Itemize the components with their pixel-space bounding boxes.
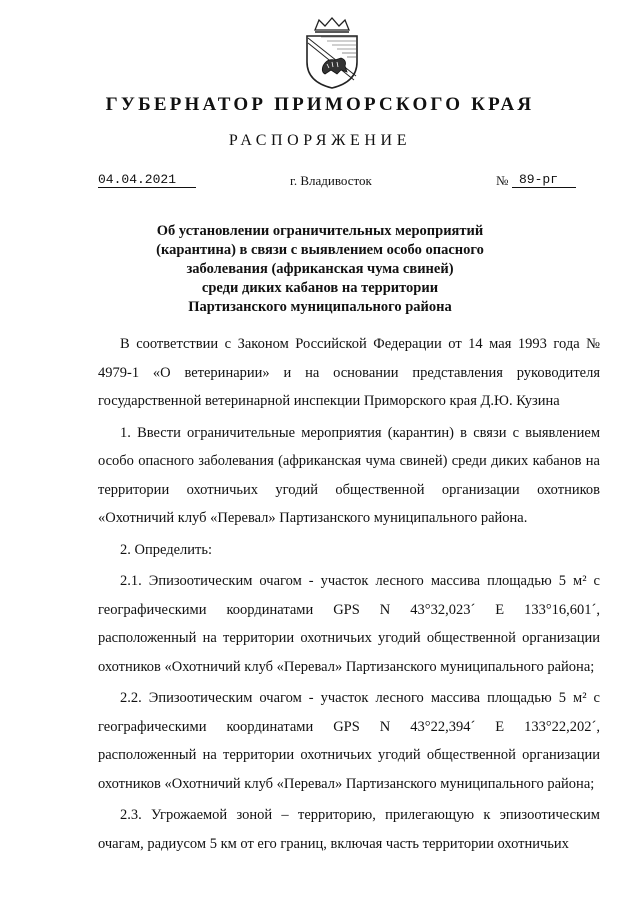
document-city: г. Владивосток xyxy=(290,173,372,188)
document-body xyxy=(98,330,600,858)
subject-line: Партизанского муниципального района xyxy=(188,299,452,315)
document-number-label: № xyxy=(496,173,509,188)
subject-line: Об установлении ограничительных мероприятий xyxy=(156,223,484,239)
preamble-paragraph: В соответствии с Законом Российской Федерации от 14 мая 1993 года № 4979-1 «О ветеринарии» и на основании представления руководителя государственной ветеринарной инспекции Приморского края Д.Ю. Кузина xyxy=(98,336,600,409)
clause-2-paragraph: 2. Определить: xyxy=(120,541,213,558)
document-number: 89-рг xyxy=(512,172,576,188)
clause-2-3-paragraph: 2.3. Угрожаемой зоной – территорию, прилегающую к эпизоотическим очагам, радиусом 5 км от его границ, включая часть территории охотничьих xyxy=(98,807,600,852)
document-meta xyxy=(0,172,640,192)
subject-line: заболевания (африканская чума свиней) xyxy=(186,261,454,277)
document-date: 04.04.2021 xyxy=(98,172,196,188)
subject-line: (карантина) в связи с выявлением особо опасного xyxy=(156,242,484,258)
primorsky-krai-coat-of-arms-icon xyxy=(301,16,363,90)
clause-1-paragraph: 1. Ввести ограничительные мероприятия (карантин) в связи с выявлением особо опасного заболевания (африканская чума свиней) среди диких кабанов на территории охотничьих угодий общественной организации охотников «Охотничий клуб «Перевал» Партизанского муниципального района. xyxy=(98,424,600,526)
document-type: РАСПОРЯЖЕНИЕ xyxy=(228,132,412,149)
clause-2-1-paragraph: 2.1. Эпизоотическим очагом - участок лесного массива площадью 5 м² с географическими координатами GPS N 43°32,023´ E 133°16,601´, расположенный на территории охотничьих угодий общественной организации охотников «Охотничий клуб «Перевал» Партизанского муниципального района; xyxy=(98,573,600,675)
clause-2-2-paragraph: 2.2. Эпизоотическим очагом - участок лесного массива площадью 5 м² с географическими координатами GPS N 43°22,394´ E 133°22,202´, расположенный на территории охотничьих угодий общественной организации охотников «Охотничий клуб «Перевал» Партизанского муниципального района; xyxy=(98,690,600,792)
authority-title: ГУБЕРНАТОР ПРИМОРСКОГО КРАЯ xyxy=(105,94,535,115)
document-subject xyxy=(0,222,640,317)
subject-line: среди диких кабанов на территории xyxy=(201,280,439,296)
